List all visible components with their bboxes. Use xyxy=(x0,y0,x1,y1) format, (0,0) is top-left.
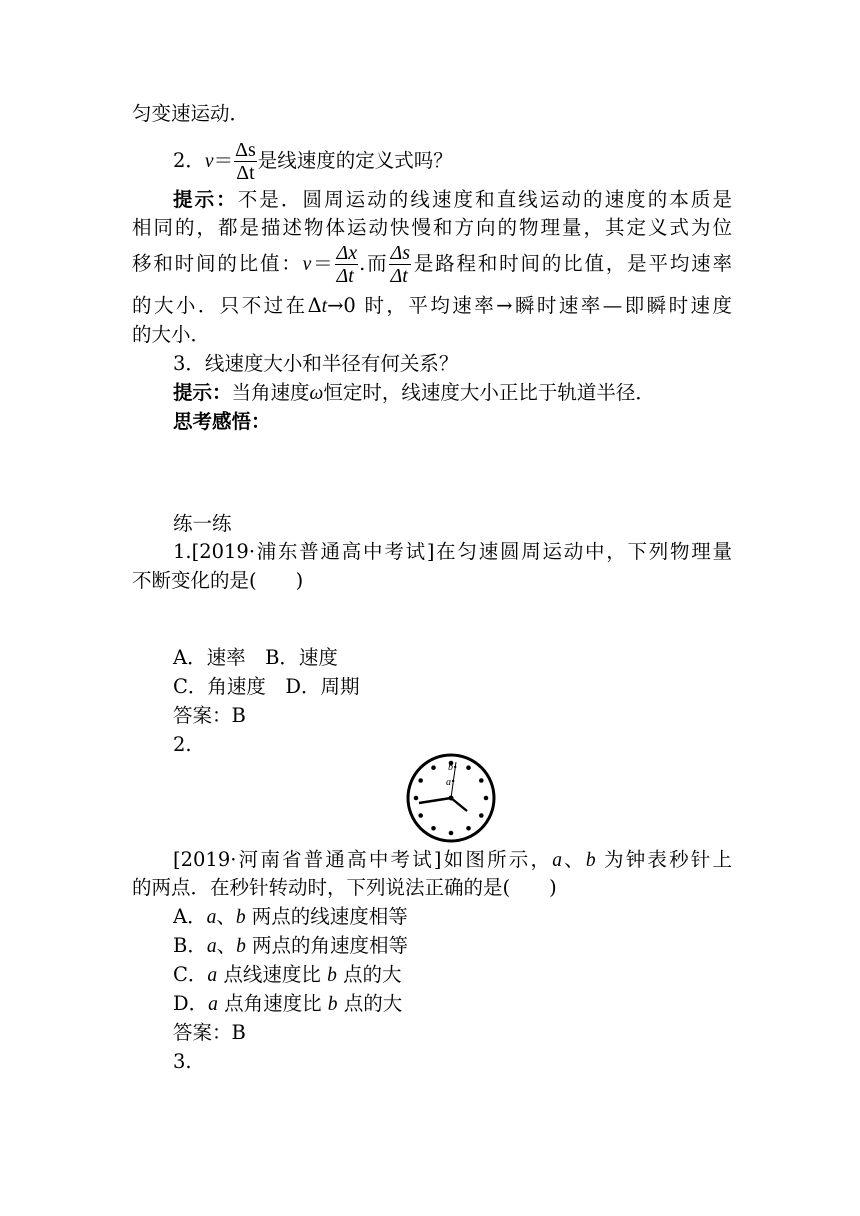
var-a: a xyxy=(206,936,217,957)
problem-2-option-d xyxy=(173,990,773,1019)
var-a: a xyxy=(208,994,218,1015)
hint-label: 提示： xyxy=(173,188,238,211)
problem-3-number: 3. xyxy=(173,1050,192,1073)
hour-dot xyxy=(466,765,471,770)
var-b: b xyxy=(327,994,338,1015)
problem-1-line-1: 1.[2019·浦东普通高中考试]在匀速圆周运动中，下列物理量 xyxy=(173,540,732,563)
problem-1-line-2: 不断变化的是( ) xyxy=(132,569,304,592)
problem-2-line-1 xyxy=(173,846,732,875)
separator: 、 xyxy=(561,848,586,871)
separator: 、 xyxy=(216,905,236,928)
hour-dot xyxy=(466,826,471,831)
problem-2-number: 2. xyxy=(173,733,192,756)
fraction-dx-dt xyxy=(335,242,358,287)
option-text: 两点的线速度相等 xyxy=(245,905,408,928)
minute-hand xyxy=(451,798,467,811)
point-a-marker xyxy=(452,780,454,782)
point-b-label: b xyxy=(448,762,453,773)
hour-dot xyxy=(431,765,436,770)
hour-dot xyxy=(479,778,484,783)
problem-1-option-cd: C．角速度 D．周期 xyxy=(173,675,360,698)
hour-dot xyxy=(431,826,436,831)
option-letter: D． xyxy=(173,992,209,1015)
hint-text: →0 时，平均速率→瞬时速率—即瞬时速度 xyxy=(327,294,732,317)
question-text: 是线速度的定义式吗？ xyxy=(257,149,453,172)
hour-dot xyxy=(414,796,419,801)
hint-text: 移和时间的比值： xyxy=(132,252,303,275)
var-a: a xyxy=(207,965,218,986)
hour-dot xyxy=(479,813,484,818)
var-b: b xyxy=(327,965,337,986)
fraction-numerator: Δs xyxy=(390,242,411,264)
option-letter: A． xyxy=(173,905,207,928)
velocity-symbol: v xyxy=(302,254,312,275)
hour-dot xyxy=(484,796,489,801)
option-text: 点线速度比 xyxy=(217,963,328,986)
problem-2-option-b xyxy=(173,932,773,961)
problem-text: [2019·河南省普通高中考试]如图所示， xyxy=(173,848,553,871)
question-2 xyxy=(173,137,773,185)
fraction-denominator: Δt xyxy=(390,265,408,287)
hour-dot xyxy=(418,813,423,818)
problem-2-answer: 答案：B xyxy=(173,1021,246,1044)
option-text: 两点的角速度相等 xyxy=(245,934,409,957)
clock-center xyxy=(449,796,454,801)
fraction-ds-dt xyxy=(234,139,257,184)
equals-sign: ＝ xyxy=(213,149,234,172)
hint-text: 不是．圆周运动的线速度和直线运动的速度的本质是 xyxy=(237,188,732,211)
hint-text: 当角速度 xyxy=(231,381,310,404)
problem-2-line-2: 的两点．在秒针转动时，下列说法正确的是( ) xyxy=(132,876,557,899)
option-text: 点的大 xyxy=(337,992,403,1015)
option-letter: B． xyxy=(173,934,207,957)
var-b: b xyxy=(235,907,246,928)
problem-text: 为钟表秒针上 xyxy=(595,848,732,871)
hint-q3 xyxy=(173,379,773,408)
reflection-label: 思考感悟： xyxy=(173,410,271,433)
velocity-symbol: v xyxy=(204,151,214,172)
paragraph-continuation: 匀变速运动． xyxy=(132,102,250,125)
hint-line-5: 的大小． xyxy=(132,323,211,346)
hint-line-2: 相同的，都是描述物体运动快慢和方向的物理量，其定义式为位 xyxy=(132,216,732,239)
hint-line-3 xyxy=(132,240,732,288)
var-a: a xyxy=(206,907,217,928)
question-number: 2． xyxy=(173,149,205,172)
problem-1-option-ab: A．速率 B．速度 xyxy=(173,646,338,669)
var-b: b xyxy=(585,850,596,871)
option-letter: C． xyxy=(173,963,208,986)
problem-2-option-a xyxy=(173,903,773,932)
fraction-ds-dt xyxy=(389,242,411,287)
problem-2-option-c xyxy=(173,961,773,990)
point-b-marker xyxy=(454,766,456,768)
point-a-label: a xyxy=(446,777,451,788)
var-a: a xyxy=(552,850,562,871)
fraction-numerator: Δx xyxy=(336,242,358,264)
fraction-numerator: Δs xyxy=(235,139,256,161)
option-text: 点的大 xyxy=(336,963,402,986)
hour-dot xyxy=(449,831,454,836)
hint-text: 的大小．只不过在Δ xyxy=(132,294,322,317)
var-b: b xyxy=(236,936,246,957)
hint-text: 恒定时，线速度大小正比于轨道半径． xyxy=(323,381,655,404)
hour-dot xyxy=(418,778,423,783)
question-3: 3．线速度大小和半径有何关系？ xyxy=(173,352,459,375)
hint-text: .而 xyxy=(359,252,389,275)
fraction-denominator: Δt xyxy=(236,162,255,184)
hour-hand xyxy=(419,798,451,803)
hint-text: 是路程和时间的比值，是平均速率 xyxy=(412,252,732,275)
time-symbol: t xyxy=(321,296,328,317)
hint-label: 提示： xyxy=(173,381,232,404)
separator: 、 xyxy=(216,934,237,957)
fraction-denominator: Δt xyxy=(336,265,354,287)
equals-sign: ＝ xyxy=(311,252,335,275)
option-text: 点角速度比 xyxy=(217,992,328,1015)
problem-1-answer: 答案：B xyxy=(173,704,246,727)
practice-heading: 练一练 xyxy=(173,512,232,535)
hint-line-1 xyxy=(173,186,732,214)
omega-symbol: ω xyxy=(309,383,324,404)
hint-line-4 xyxy=(132,292,732,321)
clock-figure xyxy=(405,752,497,844)
